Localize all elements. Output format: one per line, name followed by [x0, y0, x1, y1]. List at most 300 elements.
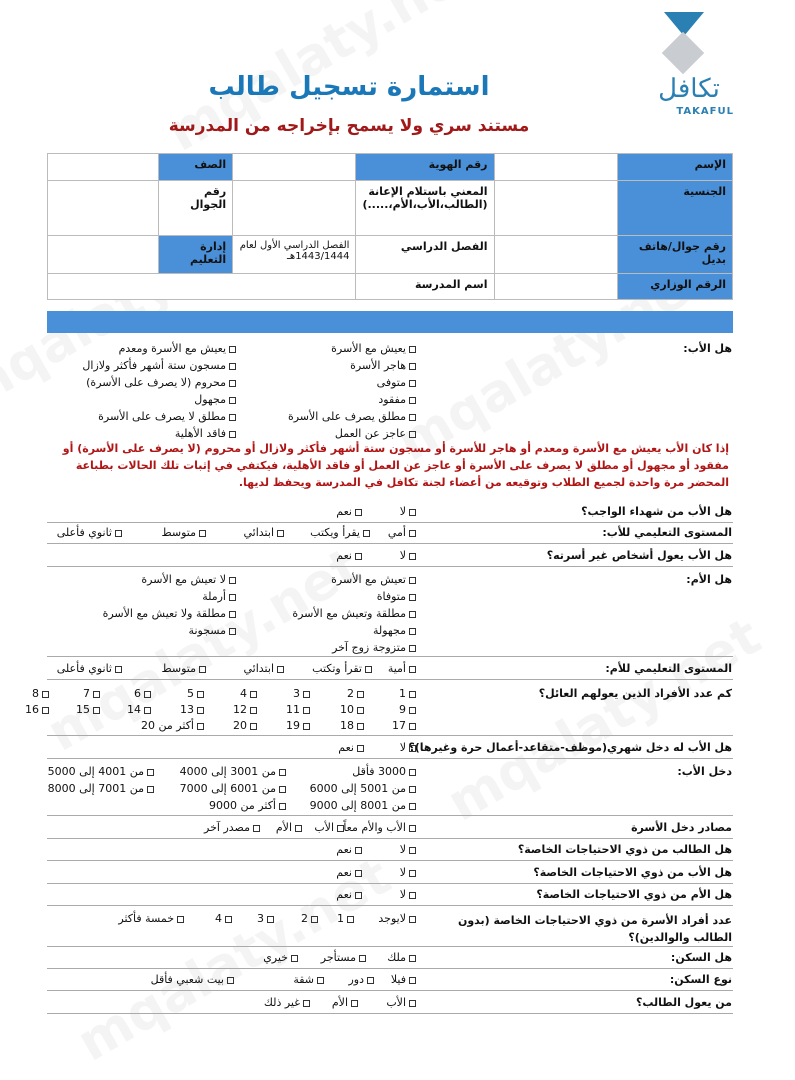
option-label: 4 — [216, 912, 223, 925]
checkbox-icon[interactable] — [358, 707, 365, 714]
checkbox-icon[interactable] — [410, 955, 417, 962]
father-option[interactable] — [195, 393, 237, 406]
option-label: من 6001 إلى 7000 — [180, 782, 277, 795]
checkbox-icon[interactable] — [230, 431, 237, 438]
row-divider — [48, 679, 734, 680]
logo-diamond-icon — [663, 32, 705, 74]
father-option[interactable] — [120, 342, 237, 355]
checkbox-icon[interactable] — [410, 594, 417, 601]
checkbox-icon[interactable] — [304, 1000, 311, 1007]
field-grade[interactable] — [49, 154, 160, 181]
option-label: مستأجر — [321, 951, 357, 964]
option-label: أكثر من 9000 — [210, 799, 277, 812]
option-label: 9 — [400, 703, 407, 716]
takaful-logo — [635, 10, 745, 120]
mother-option[interactable] — [332, 573, 417, 586]
row-divider — [48, 735, 734, 736]
family-count-option[interactable] — [287, 703, 311, 716]
father-income-option[interactable] — [311, 799, 417, 812]
father-status-note: إذا كان الأب يعيش مع الأسرة ومعدم أو هاجر للأسرة أو مسجون ستة أشهر فأكثر ولازال أو محروم (لا يصرف على الأسرة) أو مفقود أو مجهول أو مطلق لا يصرف على الأسرة أو عاجز عن العمل أو فاقد الأهلية، فيكتفي في إثبات تلك الحالات بطباعة المحضر مرة واحدة لجميع الطلاب وتوقيعه من أعضاء لجنة تكافل في المدرسة ويحفظ لديها. — [63, 442, 730, 489]
field-nationality[interactable] — [495, 181, 619, 236]
checkbox-icon[interactable] — [43, 691, 50, 698]
option-label: 15 — [77, 703, 91, 716]
checkbox-icon[interactable] — [410, 892, 417, 899]
checkbox-icon[interactable] — [230, 611, 237, 618]
father-income-option[interactable] — [210, 799, 287, 812]
father-option[interactable] — [378, 376, 417, 389]
checkbox-icon[interactable] — [148, 786, 155, 793]
mother-option[interactable] — [293, 607, 417, 620]
field-name[interactable] — [495, 154, 619, 181]
page-subtitle: مستند سري ولا يسمح بإخراجه من المدرسة — [169, 116, 531, 136]
option-label: من 4001 إلى 5000 — [48, 765, 145, 778]
family-count-option[interactable] — [241, 687, 258, 700]
question-special-needs-count: عدد أفراد الأسرة من ذوي الاحتياجات الخاصة (بدون الطالب والوالدين)؟ — [458, 914, 733, 944]
checkbox-icon[interactable] — [368, 977, 375, 984]
option-label: 7 — [84, 687, 91, 700]
question-martyr-option[interactable] — [401, 505, 417, 518]
checkbox-icon[interactable] — [278, 666, 285, 673]
option-label: مفقود — [379, 393, 407, 406]
question-income-source-option[interactable] — [344, 821, 417, 834]
option-label: دور — [349, 973, 365, 986]
label-ministry-no: الرقم الوزاري — [619, 274, 734, 300]
checkbox-icon[interactable] — [410, 691, 417, 698]
checkbox-icon[interactable] — [230, 346, 237, 353]
option-label: من 3001 إلى 4000 — [180, 765, 277, 778]
checkbox-icon[interactable] — [312, 916, 319, 923]
checkbox-icon[interactable] — [410, 916, 417, 923]
question-student-special-needs-option[interactable] — [401, 843, 417, 856]
option-label: متزوجة زوج آخر — [333, 641, 407, 654]
family-count-option[interactable] — [128, 703, 152, 716]
checkbox-icon[interactable] — [254, 825, 261, 832]
question-housing-option[interactable] — [388, 951, 417, 964]
option-label: أرملة — [203, 590, 227, 603]
family-count-option[interactable] — [135, 687, 152, 700]
checkbox-icon[interactable] — [145, 691, 152, 698]
option-label: ملك — [388, 951, 407, 964]
option-label: تقرأ وتكتب — [313, 662, 363, 675]
question-father-supports-option[interactable] — [401, 549, 417, 562]
option-label: لا تعيش مع الأسرة — [142, 573, 227, 586]
question-housing-option[interactable] — [322, 951, 367, 964]
checkbox-icon[interactable] — [145, 707, 152, 714]
field-alt-phone[interactable] — [495, 236, 619, 274]
question-father-education-option[interactable] — [162, 526, 207, 539]
checkbox-icon[interactable] — [410, 723, 417, 730]
option-label: الأب — [387, 996, 407, 1009]
checkbox-icon[interactable] — [410, 363, 417, 370]
question-martyr: هل الأب من شهداء الواجب؟ — [582, 505, 733, 518]
option-label: من 5001 إلى 6000 — [310, 782, 407, 795]
option-label: 2 — [302, 912, 309, 925]
row-divider — [48, 838, 734, 839]
family-count-option[interactable] — [287, 719, 311, 732]
father-income-option[interactable] — [353, 765, 417, 778]
checkbox-icon[interactable] — [200, 666, 207, 673]
father-option[interactable] — [336, 427, 417, 440]
question-mother-special-needs: هل الأم من ذوي الاحتياجات الخاصة؟ — [537, 888, 733, 901]
option-label: خيري — [264, 951, 289, 964]
checkbox-icon[interactable] — [348, 916, 355, 923]
row-divider — [48, 566, 734, 567]
question-mother-education-option[interactable] — [389, 662, 417, 675]
father-option[interactable] — [83, 359, 237, 372]
field-mobile[interactable] — [49, 181, 160, 236]
question-housing-option[interactable] — [264, 951, 299, 964]
question-mother-special-needs-option[interactable] — [337, 888, 363, 901]
option-label: عاجز عن العمل — [335, 427, 407, 440]
checkbox-icon[interactable] — [364, 530, 371, 537]
father-income-option[interactable] — [181, 782, 287, 795]
question-income-source-option[interactable] — [205, 821, 261, 834]
father-option[interactable] — [351, 359, 417, 372]
logo-name-en: TAKAFUL — [677, 106, 735, 117]
question-father-supports-option[interactable] — [337, 549, 363, 562]
question-father-education-option[interactable] — [58, 526, 123, 539]
option-label: 8 — [33, 687, 40, 700]
mother-option[interactable] — [378, 590, 417, 603]
special-needs-count-option[interactable] — [119, 912, 185, 925]
checkbox-icon[interactable] — [230, 628, 237, 635]
checkbox-icon[interactable] — [410, 666, 417, 673]
watermark — [438, 606, 771, 833]
family-count-option[interactable] — [33, 687, 50, 700]
option-label: أكثر من 20 — [142, 719, 195, 732]
option-label: مطلقة وتعيش مع الأسرة — [293, 607, 407, 620]
label-edu-admin: إدارة التعليم — [159, 236, 234, 274]
label-mobile: رقم الجوال — [159, 181, 234, 236]
checkbox-icon[interactable] — [356, 509, 363, 516]
question-housing-type-option[interactable] — [294, 973, 325, 986]
family-count-option[interactable] — [348, 687, 365, 700]
checkbox-icon[interactable] — [410, 628, 417, 635]
question-father-education-option[interactable] — [245, 526, 286, 539]
father-option[interactable] — [87, 376, 237, 389]
question-guardian-option[interactable] — [387, 996, 417, 1009]
row-divider — [48, 968, 734, 969]
checkbox-icon[interactable] — [304, 691, 311, 698]
option-label: نعم — [339, 741, 355, 754]
checkbox-icon[interactable] — [230, 363, 237, 370]
checkbox-icon[interactable] — [356, 870, 363, 877]
question-guardian-option[interactable] — [333, 996, 359, 1009]
mother-option[interactable] — [190, 624, 237, 637]
option-label: نعم — [337, 843, 353, 856]
father-income-option[interactable] — [311, 782, 417, 795]
checkbox-icon[interactable] — [356, 892, 363, 899]
checkbox-icon[interactable] — [356, 847, 363, 854]
father-income-option[interactable] — [181, 765, 287, 778]
checkbox-icon[interactable] — [358, 745, 365, 752]
checkbox-icon[interactable] — [410, 431, 417, 438]
field-edu-admin[interactable] — [49, 236, 160, 274]
label-semester: الفصل الدراسي — [357, 236, 495, 274]
checkbox-icon[interactable] — [230, 594, 237, 601]
checkbox-icon[interactable] — [198, 691, 205, 698]
option-label: تعيش مع الأسرة — [332, 573, 407, 586]
checkbox-icon[interactable] — [410, 1000, 417, 1007]
family-count-option[interactable] — [26, 703, 50, 716]
checkbox-icon[interactable] — [358, 691, 365, 698]
field-school-name[interactable] — [49, 274, 357, 300]
question-mother-education-option[interactable] — [245, 662, 286, 675]
checkbox-icon[interactable] — [94, 707, 101, 714]
father-option[interactable] — [332, 342, 417, 355]
checkbox-icon[interactable] — [280, 769, 287, 776]
option-label: 3 — [258, 912, 265, 925]
student-info-table — [48, 153, 734, 300]
option-label: ابتدائي — [244, 526, 275, 539]
option-label: مطلقة ولا تعيش مع الأسرة — [103, 607, 227, 620]
option-label: يقرأ ويكتب — [311, 526, 361, 539]
special-needs-count-option[interactable] — [379, 912, 417, 925]
checkbox-icon[interactable] — [410, 803, 417, 810]
checkbox-icon[interactable] — [304, 707, 311, 714]
checkbox-icon[interactable] — [200, 530, 207, 537]
question-father-education-option[interactable] — [311, 526, 371, 539]
father-option[interactable] — [289, 410, 417, 423]
checkbox-icon[interactable] — [251, 723, 258, 730]
checkbox-icon[interactable] — [251, 691, 258, 698]
field-beneficiary[interactable] — [234, 181, 357, 236]
watermark — [38, 536, 371, 763]
checkbox-icon[interactable] — [280, 786, 287, 793]
row-divider — [48, 905, 734, 906]
family-count-option[interactable] — [341, 703, 365, 716]
option-label: 6 — [135, 687, 142, 700]
checkbox-icon[interactable] — [356, 553, 363, 560]
checkbox-icon[interactable] — [410, 769, 417, 776]
family-count-option[interactable] — [142, 719, 205, 732]
checkbox-icon[interactable] — [410, 346, 417, 353]
checkbox-icon[interactable] — [292, 955, 299, 962]
option-label: الأب والأم معاً — [344, 821, 407, 834]
family-count-option[interactable] — [400, 703, 417, 716]
family-count-option[interactable] — [393, 719, 417, 732]
question-father-status: هل الأب: — [684, 342, 733, 355]
checkbox-icon[interactable] — [410, 977, 417, 984]
option-label: 20 — [234, 719, 248, 732]
option-label: لايوجد — [379, 912, 407, 925]
field-id-number[interactable] — [234, 154, 357, 181]
father-income-option[interactable] — [49, 765, 155, 778]
option-label: 1 — [338, 912, 345, 925]
option-label: الأب — [315, 821, 335, 834]
row-divider — [48, 543, 734, 544]
family-count-option[interactable] — [341, 719, 365, 732]
question-martyr-option[interactable] — [337, 505, 363, 518]
label-school-name: اسم المدرسة — [357, 274, 495, 300]
family-count-option[interactable] — [188, 687, 205, 700]
checkbox-icon[interactable] — [410, 577, 417, 584]
option-label: 14 — [128, 703, 142, 716]
option-label: بيت شعبي فأقل — [151, 973, 225, 986]
checkbox-icon[interactable] — [410, 414, 417, 421]
family-count-option[interactable] — [77, 703, 101, 716]
checkbox-icon[interactable] — [410, 707, 417, 714]
checkbox-icon[interactable] — [280, 803, 287, 810]
question-father-supports: هل الأب يعول أشخاص غير أسرته؟ — [547, 549, 733, 562]
checkbox-icon[interactable] — [230, 380, 237, 387]
checkbox-icon[interactable] — [410, 509, 417, 516]
family-count-option[interactable] — [234, 719, 258, 732]
option-label: لا — [400, 866, 407, 879]
question-mother-education-option[interactable] — [58, 662, 123, 675]
question-housing: هل السكن: — [671, 951, 733, 964]
checkbox-icon[interactable] — [296, 825, 303, 832]
option-label: خمسة فأكثر — [119, 912, 175, 925]
family-count-option[interactable] — [181, 703, 205, 716]
question-mother-special-needs-option[interactable] — [401, 888, 417, 901]
option-label: مسجون ستة أشهر فأكثر ولازال — [83, 359, 227, 372]
option-label: من 8001 إلى 9000 — [310, 799, 407, 812]
checkbox-icon[interactable] — [410, 611, 417, 618]
checkbox-icon[interactable] — [43, 707, 50, 714]
checkbox-icon[interactable] — [338, 825, 345, 832]
question-father-income-exists-option[interactable] — [339, 741, 365, 754]
checkbox-icon[interactable] — [278, 530, 285, 537]
mother-option[interactable] — [203, 590, 237, 603]
option-label: غير ذلك — [264, 996, 301, 1009]
checkbox-icon[interactable] — [410, 847, 417, 854]
checkbox-icon[interactable] — [410, 397, 417, 404]
option-label: نعم — [337, 866, 353, 879]
mother-option[interactable] — [333, 641, 417, 654]
option-label: الأم — [276, 821, 293, 834]
checkbox-icon[interactable] — [251, 707, 258, 714]
label-beneficiary: المعني باستلام الإعانة (الطالب،الأب،الأم،.....) — [357, 181, 495, 236]
option-label: 18 — [341, 719, 355, 732]
checkbox-icon[interactable] — [94, 691, 101, 698]
father-income-option[interactable] — [49, 782, 155, 795]
question-guardian-option[interactable] — [265, 996, 311, 1009]
father-option[interactable] — [176, 427, 237, 440]
row-divider — [48, 1013, 734, 1014]
question-housing-type-option[interactable] — [392, 973, 417, 986]
checkbox-icon[interactable] — [360, 955, 367, 962]
checkbox-icon[interactable] — [230, 577, 237, 584]
question-housing-type-option[interactable] — [349, 973, 375, 986]
family-count-option[interactable] — [294, 687, 311, 700]
logo-name-ar: تكافل — [659, 74, 721, 104]
option-label: يعيش مع الأسرة ومعدم — [119, 342, 227, 355]
question-father-income: دخل الأب: — [678, 765, 733, 778]
checkbox-icon[interactable] — [198, 707, 205, 714]
question-housing-type: نوع السكن: — [670, 973, 733, 986]
special-needs-count-option[interactable] — [338, 912, 355, 925]
checkbox-icon[interactable] — [318, 977, 325, 984]
option-label: 13 — [181, 703, 195, 716]
row-divider — [48, 946, 734, 947]
question-mother-education-option[interactable] — [162, 662, 207, 675]
special-needs-count-option[interactable] — [258, 912, 275, 925]
option-label: متوسط — [162, 662, 197, 675]
family-count-option[interactable] — [84, 687, 101, 700]
checkbox-icon[interactable] — [410, 530, 417, 537]
checkbox-icon[interactable] — [230, 414, 237, 421]
father-option[interactable] — [379, 393, 417, 406]
question-father-income-exists-option[interactable] — [401, 741, 417, 754]
question-family-count: كم عدد الأفراد الذين يعولهم العائل؟ — [539, 687, 733, 700]
label-nationality: الجنسية — [619, 181, 734, 236]
option-label: لا — [400, 843, 407, 856]
question-mother-education-option[interactable] — [313, 662, 373, 675]
question-father-special-needs-option[interactable] — [337, 866, 363, 879]
option-label: 2 — [348, 687, 355, 700]
checkbox-icon[interactable] — [410, 745, 417, 752]
checkbox-icon[interactable] — [116, 530, 123, 537]
checkbox-icon[interactable] — [148, 769, 155, 776]
option-label: مطلق يصرف على الأسرة — [288, 410, 407, 423]
special-needs-count-option[interactable] — [216, 912, 233, 925]
label-name: الإسم — [619, 154, 734, 181]
option-label: 5 — [188, 687, 195, 700]
mother-option[interactable] — [374, 624, 417, 637]
option-label: 3000 فأقل — [353, 765, 407, 778]
checkbox-icon[interactable] — [198, 723, 205, 730]
option-label: مسجونة — [189, 624, 227, 637]
question-father-special-needs-option[interactable] — [401, 866, 417, 879]
label-id-number: رقم الهوية — [357, 154, 495, 181]
checkbox-icon[interactable] — [178, 916, 185, 923]
checkbox-icon[interactable] — [410, 553, 417, 560]
special-needs-count-option[interactable] — [302, 912, 319, 925]
question-father-education-option[interactable] — [389, 526, 417, 539]
mother-option[interactable] — [104, 607, 237, 620]
checkbox-icon[interactable] — [116, 666, 123, 673]
question-mother-education: المستوى التعليمي للأم: — [606, 662, 733, 675]
question-housing-type-option[interactable] — [152, 973, 235, 986]
family-count-option[interactable] — [400, 687, 417, 700]
checkbox-icon[interactable] — [410, 645, 417, 652]
question-father-income-exists: هل الأب له دخل شهري(موظف-متقاعد-أعمال حرة وغيرها)؟ — [409, 741, 733, 754]
option-label: الأم — [332, 996, 349, 1009]
option-label: لا — [400, 888, 407, 901]
checkbox-icon[interactable] — [352, 1000, 359, 1007]
question-income-source-option[interactable] — [277, 821, 303, 834]
option-label: 16 — [26, 703, 40, 716]
row-divider — [48, 860, 734, 861]
checkbox-icon[interactable] — [366, 666, 373, 673]
field-semester: الفصل الدراسي الأول لعام 1443/1444هـ — [234, 236, 357, 274]
label-alt-phone: رقم جوال/هاتف بديل — [619, 236, 734, 274]
checkbox-icon[interactable] — [410, 870, 417, 877]
checkbox-icon[interactable] — [410, 825, 417, 832]
option-label: 10 — [341, 703, 355, 716]
checkbox-icon[interactable] — [230, 397, 237, 404]
question-father-education: المستوى التعليمي للأب: — [603, 526, 733, 539]
checkbox-icon[interactable] — [410, 380, 417, 387]
option-label: متوفاة — [377, 590, 407, 603]
checkbox-icon[interactable] — [228, 977, 235, 984]
checkbox-icon[interactable] — [358, 723, 365, 730]
checkbox-icon[interactable] — [268, 916, 275, 923]
mother-option[interactable] — [142, 573, 237, 586]
option-label: محروم (لا يصرف على الأسرة) — [87, 376, 227, 389]
option-label: لا — [400, 549, 407, 562]
family-count-option[interactable] — [234, 703, 258, 716]
question-income-source-option[interactable] — [315, 821, 345, 834]
section-divider-bar — [48, 311, 734, 333]
checkbox-icon[interactable] — [410, 786, 417, 793]
checkbox-icon[interactable] — [226, 916, 233, 923]
checkbox-icon[interactable] — [304, 723, 311, 730]
question-student-special-needs-option[interactable] — [337, 843, 363, 856]
field-ministry-no[interactable] — [495, 274, 619, 300]
father-option[interactable] — [99, 410, 237, 423]
